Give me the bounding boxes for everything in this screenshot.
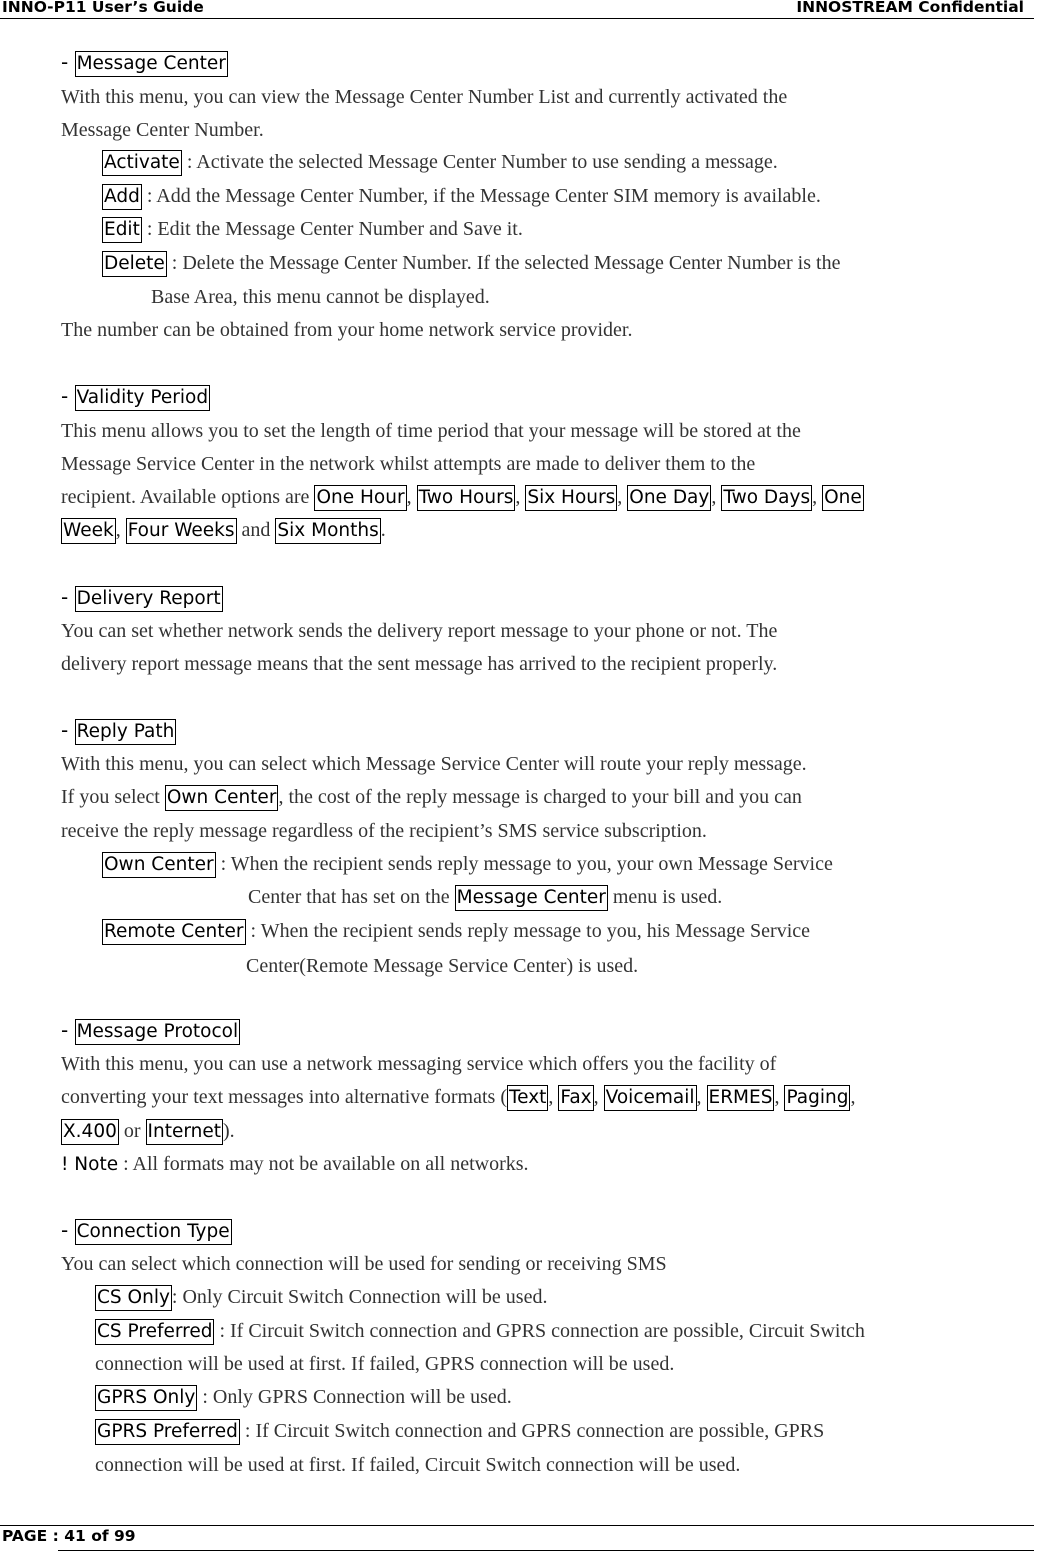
note-label: ! Note	[61, 1154, 119, 1175]
item-own-center-cont: Center that has set on the Message Center menu is used.	[248, 884, 722, 911]
item-cs-preferred: CS Preferred : If Circuit Switch connection and GPRS connection are possible, Circuit Switch	[95, 1318, 865, 1345]
kw-cs-preferred: CS Preferred	[95, 1319, 214, 1345]
kw-connection-type: Connection Type	[75, 1219, 232, 1245]
item-delete: Delete : Delete the Message Center Number. If the selected Message Center Number is the	[102, 250, 840, 277]
kw-one-hour: One Hour	[314, 485, 406, 511]
paragraph-line: receive the reply message regardless of the recipient’s SMS service subscription.	[61, 820, 707, 842]
kw-reply-path: Reply Path	[75, 719, 177, 745]
section-validity-title: - Validity Period	[61, 383, 210, 411]
kw-message-protocol: Message Protocol	[75, 1019, 241, 1045]
kw-paging: Paging	[784, 1085, 850, 1111]
kw-voicemail: Voicemail	[604, 1085, 697, 1111]
kw-one-week-b: Week	[61, 518, 116, 544]
kw-ermes: ERMES	[707, 1085, 775, 1111]
doc-title: INNO-P11 User’s Guide	[2, 0, 204, 16]
kw-six-months: Six Months	[275, 518, 380, 544]
item-activate: Activate : Activate the selected Message Center Number to use sending a message.	[102, 149, 778, 176]
kw-internet: Internet	[146, 1119, 223, 1145]
item-remote-center: Remote Center : When the recipient sends reply message to you, his Message Service	[102, 918, 810, 945]
paragraph-line: With this menu, you can use a network messaging service which offers you the facility of	[61, 1053, 777, 1075]
kw-delivery-report: Delivery Report	[75, 586, 223, 612]
validity-options-line2: Week , Four Weeks and Six Months .	[61, 517, 386, 544]
kw-message-center: Message Center	[75, 51, 228, 77]
item-gprs-preferred: GPRS Preferred : If Circuit Switch connection and GPRS connection are possible, GPRS	[95, 1418, 824, 1445]
section-protocol-title: - Message Protocol	[61, 1017, 240, 1045]
validity-options-line: recipient. Available options are One Hour , Two Hours , Six Hours , One Day , Two Days , One	[61, 484, 864, 511]
kw-add: Add	[102, 184, 142, 210]
section-connection-title: - Connection Type	[61, 1217, 232, 1245]
note-line: ! Note : All formats may not be available on all networks.	[61, 1153, 529, 1175]
paragraph-line: With this menu, you can view the Message Center Number List and currently activated the	[61, 86, 788, 108]
item-edit: Edit : Edit the Message Center Number and Save it.	[102, 216, 523, 243]
kw-own-center-inline: Own Center	[165, 785, 279, 811]
protocol-formats-line2: X.400 or Internet ).	[61, 1118, 235, 1145]
kw-delete: Delete	[102, 251, 167, 277]
kw-x400: X.400	[61, 1119, 119, 1145]
kw-fax: Fax	[558, 1085, 593, 1111]
item-cs-preferred-cont: connection will be used at first. If failed, GPRS connection will be used.	[95, 1353, 675, 1375]
section-delivery-title: - Delivery Report	[61, 584, 223, 612]
kw-one-week-a: One	[822, 485, 864, 511]
kw-message-center-ref: Message Center	[455, 885, 608, 911]
page-footer	[0, 1525, 1034, 1552]
paragraph-line: If you select Own Center , the cost of the reply message is charged to your bill and you can	[61, 784, 802, 811]
item-remote-center-cont: Center(Remote Message Service Center) is used.	[246, 955, 639, 977]
item-delete-cont: Base Area, this menu cannot be displayed.	[151, 286, 490, 308]
confidential-label: INNOSTREAM Confidential	[796, 0, 1024, 16]
kw-own-center: Own Center	[102, 852, 216, 878]
item-gprs-preferred-cont: connection will be used at first. If failed, Circuit Switch connection will be used.	[95, 1454, 741, 1476]
protocol-formats-line: converting your text messages into alternative formats ( Text , Fax , Voicemail , ERMES , Paging ,	[61, 1084, 855, 1111]
paragraph-line: With this menu, you can select which Message Service Center will route your reply message.	[61, 753, 807, 775]
item-gprs-only: GPRS Only : Only GPRS Connection will be used.	[95, 1384, 512, 1411]
kw-remote-center: Remote Center	[102, 919, 246, 945]
paragraph-line: You can set whether network sends the delivery report message to your phone or not. The	[61, 620, 778, 642]
kw-six-hours: Six Hours	[525, 485, 617, 511]
kw-activate: Activate	[102, 150, 182, 176]
paragraph-line: Message Service Center in the network whilst attempts are made to deliver them to the	[61, 453, 756, 475]
paragraph-line: This menu allows you to set the length of time period that your message will be stored at the	[61, 420, 801, 442]
paragraph-line: You can select which connection will be used for sending or receiving SMS	[61, 1253, 667, 1275]
kw-edit: Edit	[102, 217, 142, 243]
kw-text: Text	[507, 1085, 548, 1111]
kw-gprs-preferred: GPRS Preferred	[95, 1419, 240, 1445]
kw-one-day: One Day	[627, 485, 711, 511]
kw-cs-only: CS Only	[95, 1285, 172, 1311]
kw-four-weeks: Four Weeks	[126, 518, 237, 544]
kw-validity-period: Validity Period	[75, 385, 211, 411]
kw-two-days: Two Days	[721, 485, 812, 511]
item-add: Add : Add the Message Center Number, if the Message Center SIM memory is available.	[102, 183, 821, 210]
paragraph-line: delivery report message means that the sent message has arrived to the recipient properly.	[61, 653, 778, 675]
page-header	[0, 0, 1034, 19]
paragraph-line: The number can be obtained from your home network service provider.	[61, 319, 633, 341]
page-number: PAGE : 41 of 99	[2, 1527, 136, 1545]
kw-two-hours: Two Hours	[417, 485, 516, 511]
item-own-center: Own Center : When the recipient sends reply message to you, your own Message Service	[102, 851, 833, 878]
paragraph-line: Message Center Number.	[61, 119, 264, 141]
section-message-center-title: - Message Center	[61, 49, 228, 77]
section-reply-title: - Reply Path	[61, 717, 176, 745]
item-cs-only: CS Only: Only Circuit Switch Connection will be used.	[95, 1284, 547, 1311]
kw-gprs-only: GPRS Only	[95, 1385, 197, 1411]
